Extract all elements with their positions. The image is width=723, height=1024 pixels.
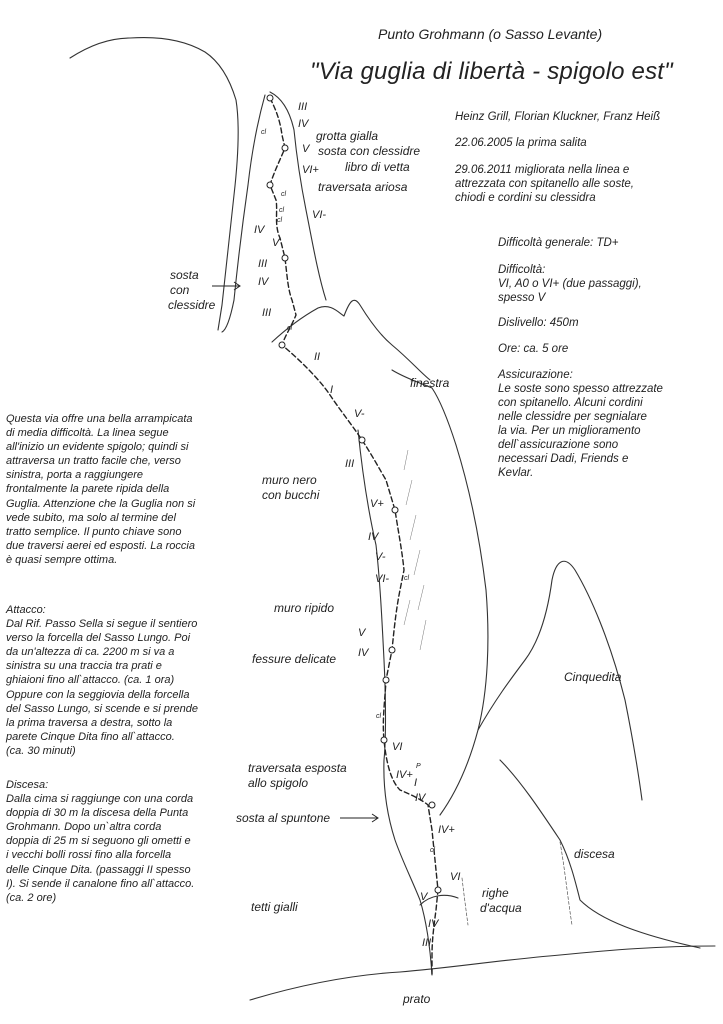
belay-station (267, 182, 273, 188)
approach-line: Oppure con la seggiovia della forcella (6, 688, 190, 701)
belay-station (392, 507, 398, 513)
base-line (250, 946, 715, 1000)
pitch-grade: IV+ (438, 824, 455, 836)
pitch-grade: VI (392, 741, 403, 753)
pitch-grade: VI+ (302, 164, 319, 176)
description-line: all'inizio un evidente spigolo; quindi si (6, 441, 189, 454)
pitch-grade: IV (368, 531, 379, 543)
route-line (270, 98, 438, 975)
belay-station (383, 677, 389, 683)
belay-station (279, 342, 285, 348)
label-grotta-gialla: grotta gialla (316, 129, 379, 143)
label-sosta-left: sosta (170, 268, 199, 282)
clessidra-marker: cl (404, 575, 410, 582)
belay-station (429, 802, 435, 808)
label-tetti-gialli: tetti gialli (251, 900, 298, 914)
general-difficulty: Difficoltà generale: TD+ (498, 237, 619, 249)
pitch-grade: III (422, 937, 432, 949)
pitch-grade: VI (450, 871, 461, 883)
piton-marker: P (416, 763, 421, 770)
label-fessure-delicate: fessure delicate (252, 652, 337, 666)
arrow-sosta-spuntone (340, 814, 378, 822)
description-line: è quasi sempre ottima. (6, 553, 118, 566)
route-title: "Via guglia di libertà - spigolo est" (310, 58, 673, 85)
label-discesa: discesa (574, 847, 615, 861)
description-line: Questa via offre una bella arrampicata (6, 413, 193, 425)
pitch-grade: IV (254, 224, 265, 236)
approach-line: ghiaioni fino all`attacco. (ca. 1 ora) (6, 674, 175, 687)
pitch-grade: IV (428, 918, 439, 930)
descent-line: Grohmann. Dopo un`altra corda (6, 821, 162, 834)
difficulty-line: VI, A0 o VI+ (due passaggi), (498, 278, 642, 290)
pitch-grade: III (345, 458, 355, 470)
shoulder (272, 300, 430, 380)
description-line: di media difficoltà. La linea segue (6, 427, 169, 440)
belay-station (381, 737, 387, 743)
pitch-grade: III (262, 307, 272, 319)
belay-station (267, 95, 273, 101)
description-line: Guglia. Attenzione che la Guglia non si (6, 497, 196, 510)
arrow-sosta-clessidre (212, 282, 240, 290)
pitch-grade: VI- (375, 573, 390, 585)
label-libro-di-vetta: libro di vetta (345, 160, 410, 174)
description-line: attraversa un tratto facile che, verso (6, 455, 181, 468)
label-sosta-left: con (170, 283, 190, 297)
elevation-gain: Dislivello: 450m (498, 317, 579, 329)
protection-line: con spitanello. Alcuni cordini (498, 397, 643, 409)
pitch-grade: IV (298, 118, 309, 130)
pitch-grade: V (420, 891, 428, 903)
pitch-grade: V- (375, 551, 386, 563)
clessidra-marker: cl (376, 713, 382, 720)
pitch-grade: III (298, 101, 308, 113)
clessidra-marker: cl (261, 129, 267, 136)
label-muro-ripido: muro ripido (274, 601, 335, 615)
protection-line: Le soste sono spesso attrezzate (498, 383, 663, 395)
protection-line: la via. Per un miglioramento (498, 425, 641, 437)
face-shading (404, 450, 426, 650)
approach-line: la prima traversa a destra, sotto la (6, 716, 173, 729)
pitch-grade: V (302, 143, 310, 155)
approach-line: da un'altezza di ca. 2200 m si va a (6, 646, 175, 659)
clessidra-marker: cl (287, 325, 293, 332)
authors: Heinz Grill, Florian Kluckner, Franz Heiß (455, 111, 661, 123)
main-face-left (358, 430, 386, 760)
approach-line: Attacco: (6, 604, 46, 616)
improvement-line: attrezzata con spitanello alle soste, (455, 178, 634, 190)
description-line: vede subito, ma solo al termine del (6, 511, 176, 524)
pitch-grade: VI- (312, 209, 327, 221)
approach-line: del Sasso Lungo, si scende e si prende (6, 702, 199, 715)
belay-station (282, 255, 288, 261)
descent-line: delle Cinque Dita. (passaggi II spesso (6, 863, 191, 876)
difficulty-line: Difficoltà: (498, 264, 546, 276)
pitch-grade: I (414, 777, 418, 789)
descent-line: (ca. 2 ore) (6, 891, 57, 904)
label-cinquedita: Cinquedita (564, 670, 622, 684)
description-line: tratto semplice. Il punto chiave sono (6, 525, 182, 538)
clessidra-marker: cl (279, 207, 285, 214)
approach-line: parete Cinque Dita fino all`attacco. (6, 730, 175, 743)
protection-line: nelle clessidre per segnialare (498, 411, 647, 423)
label-muro-nero: con bucchi (262, 488, 320, 502)
clessidra-marker: cl (281, 191, 287, 198)
pitch-grade: II (314, 351, 321, 363)
descent-line: i vecchi bolli rossi fino alla forcella (6, 849, 172, 862)
pitch-grade: IV (358, 647, 369, 659)
improvement-note (455, 163, 634, 205)
pitch-grade: V (272, 237, 280, 249)
protection-line: dell`assicurazione sono (498, 439, 619, 451)
label-sosta-al-spuntone: sosta al spuntone (236, 811, 331, 825)
approach-line: verso la forcella del Sasso Lungo. Poi (6, 632, 191, 645)
pitch-grade: V (358, 627, 366, 639)
difficulty-line: spesso V (498, 292, 546, 304)
pitch-grade: V- (354, 408, 365, 420)
label-righe-dacqua: righe (482, 886, 509, 900)
approach-line: sinistra su una traccia tra prati e (6, 660, 162, 673)
belay-station (435, 887, 441, 893)
summit-name: Punto Grohmann (o Sasso Levante) (378, 26, 603, 42)
clessidra-marker: cl (430, 847, 436, 854)
improvement-line: 29.06.2011 migliorata nella linea e (455, 164, 630, 176)
description-line: due traversi aerei ed esposti. La roccia (6, 539, 195, 552)
label-traversata-ariosa: traversata ariosa (318, 180, 408, 194)
descent-description (6, 778, 252, 905)
label-finestra: finestra (410, 376, 450, 390)
climbing-time: Ore: ca. 5 ore (498, 343, 569, 355)
label-sosta-left: clessidre (168, 298, 216, 312)
clessidra-marker: cl (277, 217, 283, 224)
main-face-right (440, 445, 488, 815)
approach-description (6, 603, 252, 758)
righe-water-streak (462, 878, 468, 925)
label-sosta-con-clessidre: sosta con clessidre (318, 144, 421, 158)
approach-line: (ca. 30 minuti) (6, 744, 76, 757)
descent-line: Discesa: (6, 779, 49, 791)
protection-line: necessari Dadi, Friends e (498, 453, 629, 465)
route-description (6, 412, 252, 567)
improvement-line: chiodi e cordini su clessidra (455, 192, 596, 204)
belay-station (359, 437, 365, 443)
pitch-grade: I (330, 384, 334, 396)
belay-station (282, 145, 288, 151)
label-prato: prato (403, 992, 431, 1006)
approach-line: Dal Rif. Passo Sella si segue il sentiero (6, 618, 198, 631)
label-traversata-esposta: traversata esposta (248, 761, 347, 775)
description-line: sinistra, porta a raggiungere (6, 469, 143, 482)
descent-line: doppia di 30 m la discesa della Punta (6, 807, 189, 820)
pitch-grade: IV (415, 792, 426, 804)
belay-station (389, 647, 395, 653)
pitch-grade: V+ (370, 498, 384, 510)
descent-line: I). Si sende il canalone fino all`attacco. (6, 877, 195, 890)
pitch-grade: IV+ (396, 769, 413, 781)
descent-line: doppia di 25 m si seguono gli ometti e (6, 835, 191, 848)
pitch-grade: III (258, 258, 268, 270)
first-ascent: 22.06.2005 la prima salita (455, 137, 587, 149)
label-traversata-esposta: allo spigolo (248, 776, 309, 790)
label-muro-nero: muro nero (262, 473, 317, 487)
protection (498, 368, 663, 480)
difficulty (498, 263, 642, 305)
descent-line: Dalla cima si raggiunge con una corda (6, 793, 194, 806)
label-righe-dacqua: d'acqua (480, 901, 522, 915)
protection-line: Kevlar. (498, 467, 534, 479)
protection-line: Assicurazione: (498, 369, 573, 381)
pitch-grade: IV (258, 276, 269, 288)
description-line: frontalmente la parete ripida della (6, 483, 170, 496)
